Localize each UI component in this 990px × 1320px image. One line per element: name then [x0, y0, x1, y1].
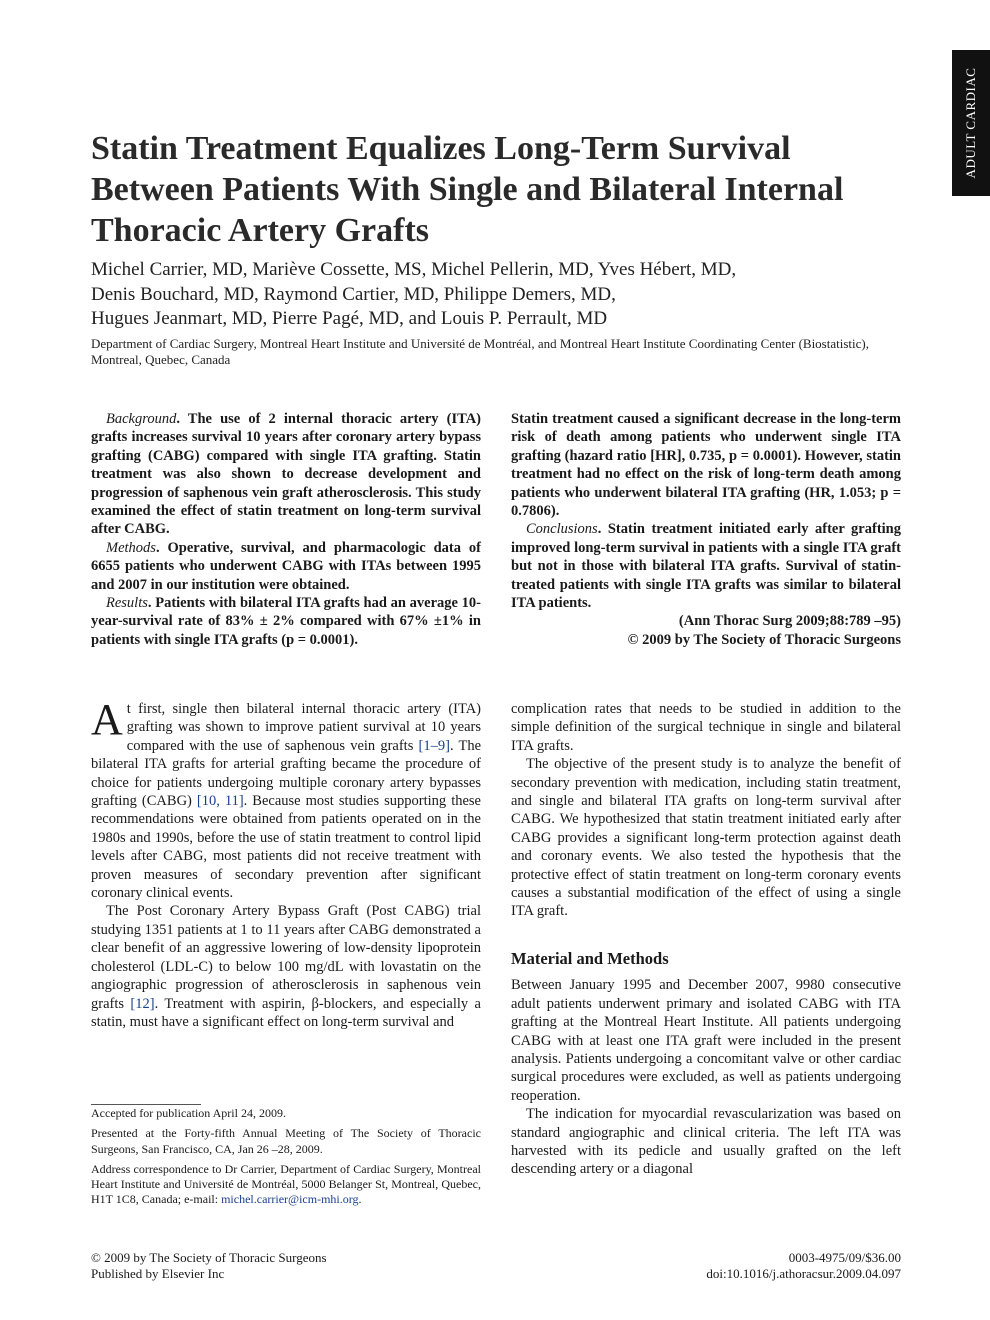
address-end: . [358, 1192, 362, 1207]
author-line: Hugues Jeanmart, MD, Pierre Pagé, MD, and Louis P. Perrault, MD [91, 308, 608, 329]
reference-link[interactable]: [1–9] [418, 737, 450, 754]
body-text: . Treatment with aspirin, β-blockers, and especially a statin, must have a significant effect on long-term survival and [91, 995, 481, 1030]
journal-citation: (Ann Thorac Surg 2009;88:789 –95) [678, 613, 901, 630]
body-paragraph: Between January 1995 and December 2007, 9980 consecutive adult patients underwent primary and isolated CABG with ITA grafting at the Montreal Heart Institute. All patients undergoing CABG with at least one ITA graft were included in the present analysis. Patients undergoing a concomitant valve or other cardiac surgical procedures were excluded, as well as patients undergoing reoperation. [511, 977, 901, 1104]
section-tab-label: ADULT CARDIAC [963, 67, 978, 179]
conclusions-text: . Statin treatment initiated early after grafting improved long-term survival in patients with a single ITA graft but not in those with bilateral ITA grafts. Survival of statin-treated patients with single ITA grafts was similar to bilateral ITA patients. [511, 521, 901, 612]
affiliation: Department of Cardiac Surgery, Montreal Heart Institute and Université de Montréal, and Montreal Heart Institute Coordinating Center (Biostatistic), Montreal, Quebec, Canada [91, 336, 869, 367]
results-label: Results [106, 595, 148, 612]
section-tab [952, 50, 990, 196]
address-text: Address correspondence to Dr Carrier, Department of Cardiac Surgery, Montreal Heart Institute and Université de Montréal, 5000 Belanger St, Montreal, Quebec, H1T 1C8, Canada; e-mail: [91, 1161, 481, 1207]
footer-issn: 0003-4975/09/$36.00 [788, 1250, 901, 1265]
footer-right [600, 1250, 901, 1281]
footnotes [91, 1106, 481, 1213]
background-text: . The use of 2 internal thoracic artery (ITA) grafts increases survival 10 years after coronary artery bypass grafting (CABG) compared with single ITA grafting. Statin treatment was also shown to decrease development and progression of saphenous vein graft atherosclerosis. This study examined the effect of statin treatment on long-term survival after CABG. [91, 411, 481, 538]
footnote-divider [91, 1104, 201, 1105]
author-list [91, 258, 901, 332]
body-paragraph: The objective of the present study is to analyze the benefit of secondary prevention with medication, including statin treatment, and single and bilateral ITA grafts on long-term survival after CABG. We hypothesized that statin treatment initiated early after CABG provides a significant long-term protection against death and coronary events. We also tested the hypothesis that the protective effect of statin treatment on long-term coronary events causes a substantial modification of the effect of using a single ITA graft. [511, 756, 901, 920]
drop-cap: A [91, 695, 123, 744]
intro-text: . Because most studies supporting these recommendations were obtained from patients operated on in the 1980s and 1990s, before the use of statin treatment to control lipid levels after CABG, most patients did not receive treatment with proven measures of secondary prevention after significant coronary clinical events. [91, 793, 481, 902]
abstract-results [91, 594, 481, 649]
footer-left [91, 1250, 327, 1281]
body-paragraph: The indication for myocardial revascularization was based on standard angiographic and clinical criteria. The left ITA was harvested with its pedicle and usually grafted on the left descending artery or a diagonal [511, 1106, 901, 1178]
intro-paragraph [91, 695, 482, 902]
body-right-column [511, 700, 901, 1179]
reference-link[interactable]: [12] [130, 995, 155, 1012]
abstract-left-column [91, 410, 481, 649]
abstract-conclusions [511, 520, 901, 612]
body-paragraph [91, 902, 481, 1031]
intro-text: t first, single then bilateral internal thoracic artery (ITA) grafting was shown to improve patient survival at 10 years compared with the use of saphenous vein grafts [126, 701, 481, 754]
footer-doi: doi:10.1016/j.athoracsur.2009.04.097 [706, 1265, 901, 1281]
body-paragraph: complication rates that needs to be studied in addition to the simple definition of the surgical technique in single and bilateral ITA grafts. [511, 701, 901, 754]
body-left-column [91, 695, 482, 1031]
author-line: Michel Carrier, MD, Mariève Cossette, MS, Michel Pellerin, MD, Yves Hébert, MD, [91, 259, 737, 280]
methods-label: Methods [106, 539, 156, 556]
abstract-citation-block [511, 612, 901, 649]
methods-text: . Operative, survival, and pharmacologic data of 6655 patients who underwent CABG with ITAs between 1995 and 2007 in our institution were obtained. [91, 539, 481, 593]
footer-copyright: © 2009 by The Society of Thoracic Surgeons [91, 1250, 327, 1265]
abstract-right-column [511, 410, 901, 649]
abstract-results-continued: Statin treatment caused a significant decrease in the long-term risk of death among patients who underwent single ITA grafting (hazard ratio [HR], 0.735, p = 0.0001). However, statin treatment had no effect on the risk of long-term death among patients who underwent bilateral ITA grafting (HR, 1.053; p = 0.7806). [511, 411, 901, 520]
article-title: Statin Treatment Equalizes Long-Term Survival Between Patients With Single and Bilateral Internal Thoracic Artery Grafts [91, 130, 844, 249]
section-heading: Material and Methods [511, 948, 669, 968]
conclusions-label: Conclusions [526, 521, 598, 538]
abstract-methods [91, 539, 481, 594]
body-text: The Post Coronary Artery Bypass Graft (Post CABG) trial studying 1351 patients at 1 to 11 years after CABG demonstrated a clear benefit of an aggressive lowering of low-density lipoprotein cholesterol (LDL-C) to below 100 mg/dL with lovastatin on the angiographic progression of atherosclerosis in saphenous vein grafts [91, 903, 481, 1012]
background-label: Background [106, 411, 177, 427]
email-link[interactable]: michel.carrier@icm-mhi.org [221, 1192, 359, 1207]
results-text: . Patients with bilateral ITA grafts had an average 10-year-survival rate of 83% ± 2% compared with 67% ±1% in patients with single ITA grafts (p = 0.0001). [91, 595, 481, 648]
author-line: Denis Bouchard, MD, Raymond Cartier, MD, Philippe Demers, MD, [91, 283, 616, 305]
footnote-accepted: Accepted for publication April 24, 2009. [91, 1106, 286, 1120]
abstract-copyright: © 2009 by The Society of Thoracic Surgeons [627, 631, 901, 648]
footnote-address [91, 1162, 481, 1208]
intro-text: . The bilateral ITA grafts for arterial grafting became the procedure of choice for patients undergoing multiple coronary artery bypasses grafting (CABG) [91, 737, 482, 810]
footer-publisher: Published by Elsevier Inc [91, 1265, 225, 1281]
abstract-background [91, 410, 481, 539]
footnote-presented: Presented at the Forty-fifth Annual Meeting of The Society of Thoracic Surgeons, San Francisco, CA, Jan 26 –28, 2009. [91, 1126, 481, 1156]
reference-link[interactable]: [10, 11] [196, 793, 244, 810]
